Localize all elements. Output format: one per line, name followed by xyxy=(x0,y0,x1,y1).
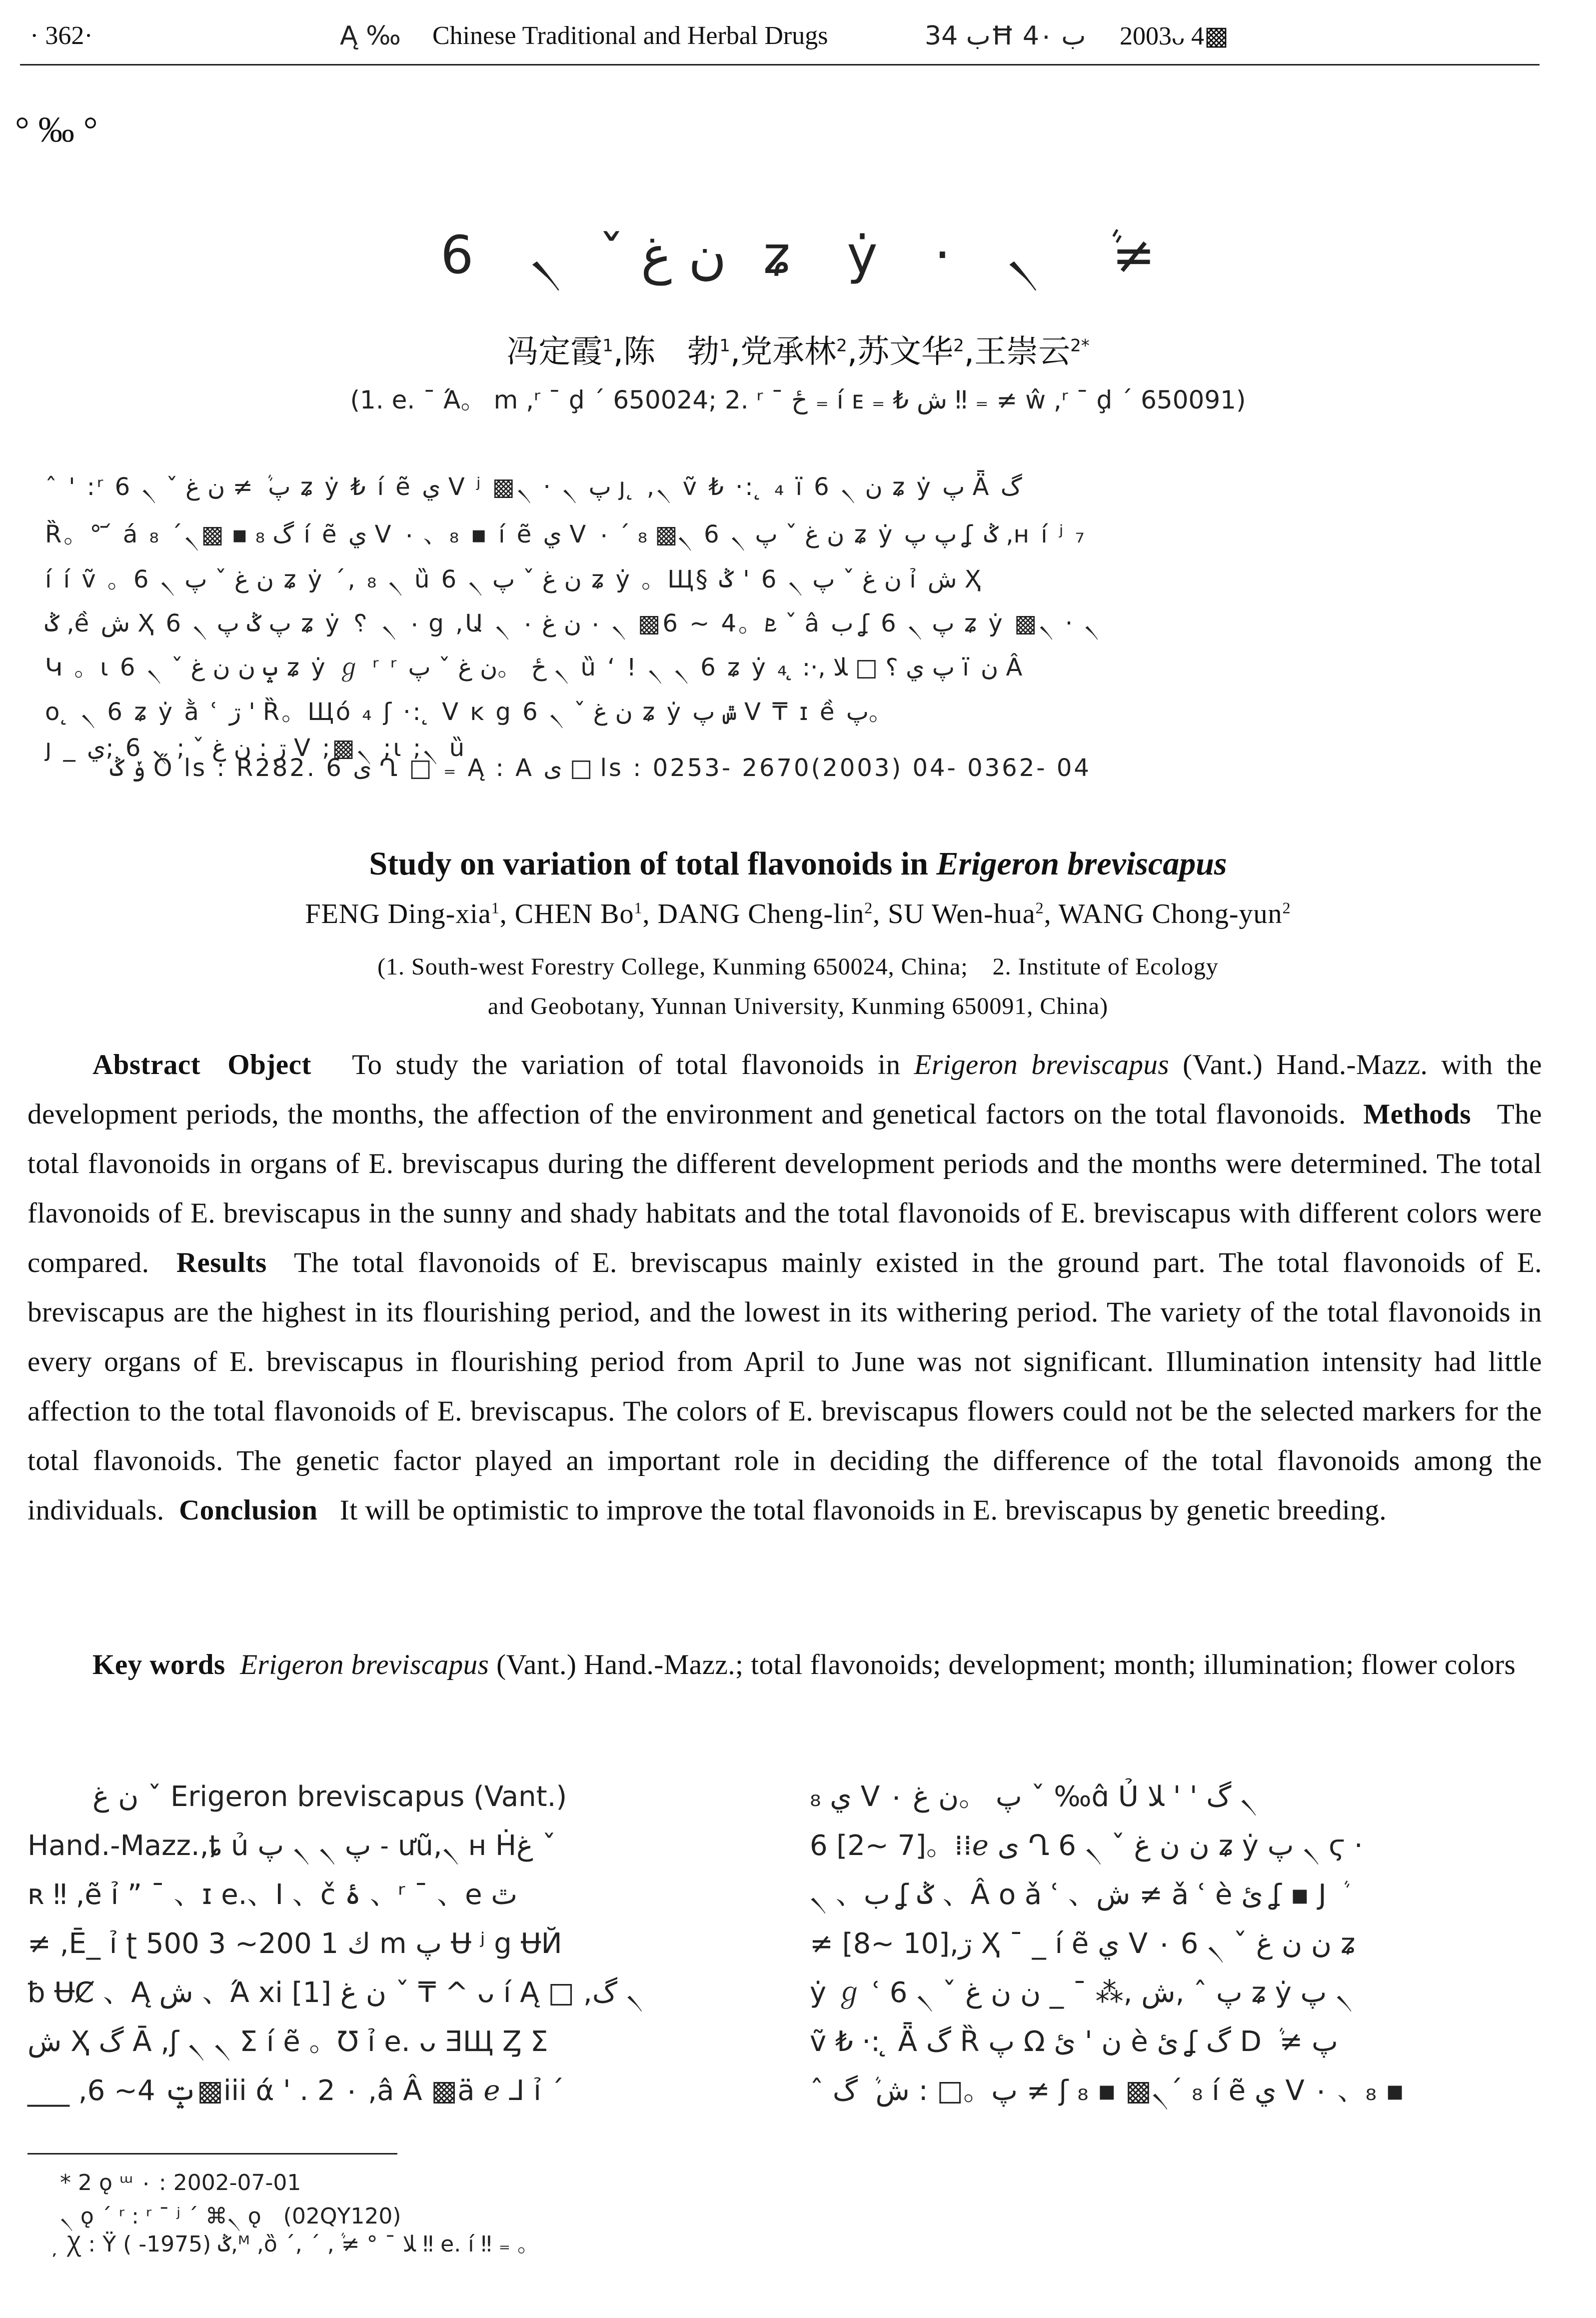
body-line: Hand.-Mazz.,ȶ ủ پ ৲ ৲ پ ˗ ưũ,৲ ʜ Ḣغ ˇ xyxy=(27,1830,556,1862)
running-header xyxy=(30,21,1540,61)
english-affiliation-line: (1. South-west Forestry College, Kunming 650024, China; 2. Institute of Ecology xyxy=(377,954,1219,980)
journal-name: Chinese Traditional and Herbal Drugs xyxy=(432,22,828,50)
affiliation-marker: 2 xyxy=(1035,898,1044,917)
journal-volume: ب 34Ħ ب 4۰ xyxy=(925,21,1086,51)
abstract-label: Abstract xyxy=(92,1049,201,1080)
title-species: Erigeron breviscapus xyxy=(936,846,1227,882)
object-label: Object xyxy=(227,1049,311,1080)
chinese-abstract-line: Ȑ。° ᷄ á گ ₈ ▪ ▩৲´ ₈ í ẽ ي V ۰ 、₈ ▪ í ẽ ي V ۰ ´ ₈ ▩৲ ن غ ˇ پ ৲ 6 ʑ ẏ پ پ ʆ ݣ ,ʜ í ʲ ₇ xyxy=(45,520,1087,548)
corresponding-author-mark: * xyxy=(1081,336,1090,356)
keywords-species: Erigeron breviscapus xyxy=(240,1649,489,1680)
english-abstract xyxy=(27,1040,1542,1535)
author-name: FENG Ding-xia xyxy=(305,898,491,930)
chinese-authors: 冯定霞$^1$,陈 勃$^1$,党承林$^2$,苏文华$^2$,王崇云$^{2*}$ xyxy=(506,334,1090,370)
body-line: ƀ ɄȻ 、Ą ش 、Ά xi [1] ن غ ˇ ₸ ^ ᴗ í Ą □ ,گ ৲ xyxy=(27,1976,643,2009)
body-line: ≠ [8~ 10],ڗ Ҳ ˉ _ í ẽ ي V ۰ ن ن غ ˇ ৲ 6 ʑ xyxy=(810,1928,1356,1960)
affiliation-marker: 2 xyxy=(1070,336,1081,356)
results-text: The total flavonoids of E. breviscapus mainly existed in the ground part. The total flavonoids of E. breviscapus are the highest in its flourishing period, and the lowest in its withering period. The variety of the total flavonoids in every organs of E. breviscapus in flourishing period from April to June was not significant. Illumination intensity had little affection to the total flavonoids of E. breviscapus. The colors of E. breviscapus flowers could not be the selected markers for the total flavonoids. The genetic factor played an important role in deciding the difference of the total flavonoids among the individuals. xyxy=(27,1247,1543,1526)
body-line: ش Ҳ گ Ā ,ʃ ৲ ৲ Σ í ẽ 。Ʊ ỉ e. ᴗ ƎЩ Ȥ Σ xyxy=(27,2026,548,2058)
author-name: 苏文华 xyxy=(857,334,954,370)
results-label: Results xyxy=(176,1247,267,1278)
affiliation-marker: 1 xyxy=(602,336,613,356)
body-line: ≠ ,Ē_ ỉ ʈ ك 1 200~ 3 500 m پ Ʉ ʲ g ɄЙ xyxy=(27,1928,562,1960)
methods-label: Methods xyxy=(1363,1098,1472,1130)
english-authors: FENG Ding-xia$^1$, CHEN Bo$^1$, DANG Cheng-lin$^2$, SU Wen-hua$^2$, WANG Chong-yun$^2$ xyxy=(305,898,1291,930)
affiliation-marker: 2 xyxy=(1282,898,1291,917)
classification-line: ݸ ݣ Ő ls : R282. 6 ى Ղ □ ₌ Ą : A ى □ ls : 0253- 2670(2003) 04- 0362- 04 xyxy=(110,754,1091,782)
footnote-author-bio: ̦ Ꭓ : Ÿ ݣ (1975- ),ᴹ ,ȍ ´, ´ ,ܵ ≠ ° ¯ ﻼ ‼ e. í ‼ ₌ 。 xyxy=(60,2232,539,2257)
chinese-abstract-line: í í ṽ 。ن غ ˇ پ ৲ 6 ʑ ẏ ´, ₈ ৲ ȕ ن غ ˇ پ ৲ 6 ʑ ẏ 。Щ§ ن غ ˇ پ ৲ 6 ' ݣ ỉ ش Ҳ xyxy=(45,566,983,594)
journal-name-garbled: Ą ‰ xyxy=(340,21,401,51)
chinese-title: ن غ ˇ ৲ 6 ʑ ẏ · ৲ ܵ ≠ xyxy=(440,224,1156,286)
author-name: 党承林 xyxy=(740,334,837,370)
keywords-label: Key words xyxy=(92,1649,225,1680)
english-title xyxy=(0,845,1596,883)
footnote-rule xyxy=(27,2153,397,2154)
header-rule xyxy=(20,64,1540,66)
author-name: WANG Chong-yun xyxy=(1058,898,1283,930)
journal-date: 2003ᴗ 4▩ xyxy=(1120,22,1229,50)
methods-text: The total flavonoids in organs of E. breviscapus during the different development periods and the months were determined. The total flavonoids of E. breviscapus in the sunny and shady habitats and the total flavonoids of E. breviscapus with different colors were compared. xyxy=(27,1098,1543,1278)
affiliation-marker: 1 xyxy=(719,336,730,356)
affiliation-marker: 2 xyxy=(864,898,873,917)
chinese-abstract-line: ˆ ' :ʳ پ ܵ ≠ ن غ ˇ ৲ 6 ʑ ẏ ₺ í ẽ ي V ʲ ▩৲ · ৲ پ ȷ ̨ ,৲ ṽ ₺ ·: ̨ ₄ ï ن ৲ 6 ʑ ẏ پ Ǟ گ xyxy=(45,473,1022,501)
footnote-funding: ৲ ǫ ´ ʳ : ʳ ¯ ʲ ´ ⌘৲ ǫ (02QY120) xyxy=(60,2204,401,2229)
body-line: ẏ ℊ ʿ پ ˆ ,ش ,⁂ ˉ _ ن ن غ ˇ ৲ 6 ʑ ẏ پ ৲ xyxy=(810,1976,1353,2009)
author-name: DANG Cheng-lin xyxy=(657,898,865,930)
chinese-keywords-line: ȷ _ ڗ : ن غ ˇ ; ৲ 6 ;ي V ;▩৲ ;ɩ ;৲ ȕ xyxy=(45,734,467,762)
title-text: Study on variation of total flavonoids in xyxy=(369,846,937,882)
body-column-left xyxy=(27,1772,777,2116)
author-name: CHEN Bo xyxy=(514,898,634,930)
section-mark: ° ‰ ° xyxy=(15,110,98,150)
conclusion-text: It will be optimistic to improve the total flavonoids in E. breviscapus by genetic breeding. xyxy=(339,1494,1387,1526)
body-line: ___ ,ݓ 4~ 6▩ііі ά ' . 2 ۰ ,â Â ▩ä ℯ ⅃ ỉ ´ xyxy=(27,2074,564,2107)
affiliation-marker: 2 xyxy=(836,336,847,356)
author-name: 王崇云 xyxy=(974,334,1071,370)
body-line: ₈ ي V ۰ پ 。ن غ ˇ ‰ɑ̂ Ủ گ ' ' ﻼ ৲ xyxy=(810,1780,1258,1813)
affiliation-marker: 2 xyxy=(953,336,964,356)
author-name: 陈 勃 xyxy=(623,334,720,370)
abstract-species: Erigeron breviscapus xyxy=(914,1049,1170,1080)
chinese-abstract-line: ݣ ,ề ش Ҳ پ ݣ پ ৲ 6 ʑ ẏ ␦ ৲ ۰ g ,Ա ৲ ۰ ܧ。4 ~ 6▩ ৲ ۰ ن غ ˇ â ب ʆ پ ৲ 6 ʑ ẏ ▩৲ · ৲ xyxy=(45,610,1101,638)
footnote-received-date: * 2 ǫ ᵚ ۰ : 2002-07-01 xyxy=(60,2170,301,2196)
body-line: ن غ ˇ Erigeron breviscapus (Vant.) xyxy=(92,1780,567,1813)
author-name: SU Wen-hua xyxy=(888,898,1036,930)
english-affiliation-line: and Geobotany, Yunnan University, Kunming 650091, China) xyxy=(487,993,1109,1020)
page-number: · 362· xyxy=(30,22,93,50)
body-line: 6 [2~ 7]。⁞⁞ℯ ى Ղ ن ن غ ˇ ৲ 6 ʑ ẏ پ ৲ ϛ · xyxy=(810,1830,1363,1862)
author-name: 冯定霞 xyxy=(506,334,603,370)
affiliation-marker: 1 xyxy=(634,898,643,917)
body-line: ˆ پ。□ : ش ܵ گ ≠ ʃ ₈ ▪ ▩৲´ ₈ í ẽ ي V ۰ 、₈ ▪ xyxy=(810,2074,1405,2107)
object-text-continued: (Vant.) Hand.-Mazz. with the development periods, the months, the affection of the environment and genetical factors on the total flavonoids. xyxy=(27,1049,1543,1130)
body-column-right xyxy=(810,1772,1560,2116)
body-line: ṽ ₺ ·: ̨ Ǟ گ Ȑ پ Ω ن ' ئ è ئ ʆ گ D ܵ ≠ پ xyxy=(810,2026,1338,2058)
body-line: ʀ ‼ ,ẽ ỉ ” ¯ 、ɪ e.、I 、č ۂ 、ʳ ¯ 、e ٿ xyxy=(27,1878,518,1911)
chinese-abstract-line: o ̨ ৲ 6 ʑ ẏ ằ ʿ ڗ ' Ȑ。Щó ₄ ʃ ·: ̨ V ĸ g ن غ ˇ ৲ 6 ʑ ẏ ݜ پ V ₸ ɪ ề پ。 xyxy=(45,698,895,726)
affiliation-marker: 1 xyxy=(491,898,500,917)
conclusion-label: Conclusion xyxy=(179,1494,318,1526)
chinese-abstract-line: Կ 。ɩ ݒ ن ن غ ˇ ৲ 6 ʑ ẏ ℊ ʳ ʳ ځ 。ن غ ˇ پ ৲ ȕ ʻ ! ৲ ৲ 6 ʑ ẏ پ ي ؟ □ ﻼ ,·: ̨ ₄ ï ن Â xyxy=(45,654,1025,682)
body-line: ৲ 、ب ʆ ݣ 、Â o ǎ ʿ 、ش ≠ ǎ ʿ è ئ ʆ ▪ J ܵ xyxy=(810,1878,1336,1911)
keywords-text: (Vant.) Hand.-Mazz.; total flavonoids; development; month; illumination; flower colors xyxy=(489,1649,1516,1680)
object-text: To study the variation of total flavonoids in xyxy=(352,1049,914,1080)
english-keywords xyxy=(27,1640,1542,1690)
chinese-affiliation: (1. e. ¯ Ά。 m ,ʳ ¯ ḑ ´ 650024; 2. ʳ ¯ ځ ₌ í ᴇ ₌ ₺ ش ‼ ₌ ≠ ŵ ,ʳ ¯ ḑ ´ 650091) xyxy=(350,386,1246,414)
